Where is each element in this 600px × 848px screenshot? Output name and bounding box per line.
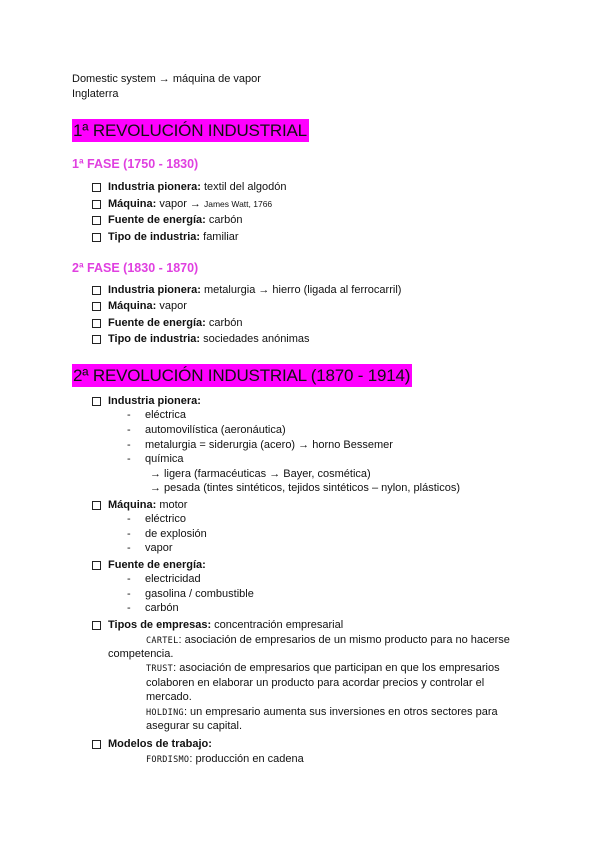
heading-rev1: 1ª REVOLUCIÓN INDUSTRIAL [73, 121, 307, 140]
trust-definition [146, 661, 500, 676]
checkbox[interactable] [92, 233, 101, 242]
item-value: vapor [156, 300, 187, 312]
heading-fase1: 1ª FASE (1750 - 1830) [72, 157, 199, 171]
item-label: Máquina: [108, 499, 157, 511]
heading-rev2: 2ª REVOLUCIÓN INDUSTRIAL (1870 - 1914) [73, 366, 411, 385]
checkbox[interactable] [92, 561, 101, 570]
intro-line-2: Inglaterra [72, 88, 119, 100]
item-value: metalurgia → hierro (ligada al ferrocarril) [200, 284, 402, 296]
definition-text: : asociación de empresarios de un mismo producto para no hacerse [178, 634, 510, 646]
dash-bullet: - [127, 528, 131, 540]
fase1-item-fuente [108, 213, 243, 227]
sub-item: de explosión [145, 528, 207, 540]
item-label: Máquina: [108, 300, 157, 312]
sub-item: química [145, 453, 184, 465]
item-label: Tipo de industria: [108, 231, 201, 243]
term-fordismo: FORDISMO [146, 755, 190, 765]
holding-definition [146, 705, 498, 720]
item-value: vapor → [156, 198, 204, 210]
dash-bullet: - [127, 424, 131, 436]
checkbox[interactable] [92, 740, 101, 749]
dash-bullet: - [127, 439, 131, 451]
sub-sub-item: → ligera (farmacéuticas → Bayer, cosmética) [150, 468, 371, 480]
item-label: Industria pionera: [108, 284, 201, 296]
item-label: Fuente de energía: [108, 317, 206, 329]
item-value: motor [156, 499, 188, 511]
item-label: Industria pionera: [108, 395, 201, 407]
checkbox[interactable] [92, 397, 101, 406]
holding-definition-cont: asegurar su capital. [146, 720, 242, 732]
rev2-item-maquina [108, 498, 187, 512]
fase1-item-maquina [108, 197, 272, 211]
term-trust: TRUST [146, 664, 174, 674]
dash-bullet: - [127, 513, 131, 525]
fase2-item-industria [108, 283, 401, 297]
checkbox[interactable] [92, 319, 101, 328]
fase2-item-maquina [108, 299, 187, 313]
item-value: carbón [205, 214, 243, 226]
item-value: familiar [200, 231, 239, 243]
heading-fase2: 2ª FASE (1830 - 1870) [72, 261, 199, 275]
checkbox[interactable] [92, 286, 101, 295]
dash-bullet: - [127, 573, 131, 585]
item-label: Tipos de empresas: [108, 619, 212, 631]
item-label: Industria pionera: [108, 181, 201, 193]
sub-item: carbón [145, 602, 179, 614]
sub-item: gasolina / combustible [145, 588, 254, 600]
dash-bullet: - [127, 453, 131, 465]
dash-bullet: - [127, 409, 131, 421]
sub-item: electricidad [145, 573, 201, 585]
trust-definition-cont: colaboren en elaborar un producto para acordar precios y controlar el [146, 677, 485, 689]
item-value: textil del algodón [200, 181, 287, 193]
checkbox[interactable] [92, 302, 101, 311]
dash-bullet: - [127, 588, 131, 600]
sub-item: vapor [145, 542, 173, 554]
dash-bullet: - [127, 602, 131, 614]
definition-text: : asociación de empresarios que participan en que los empresarios [173, 662, 500, 674]
definition-text: : producción en cadena [189, 753, 304, 765]
rev2-item-industria [108, 394, 201, 408]
sub-sub-item: → pesada (tintes sintéticos, tejidos sintéticos – nylon, plásticos) [150, 482, 460, 494]
rev2-item-modelos [108, 737, 212, 751]
trust-definition-cont: mercado. [146, 691, 192, 703]
fordismo-definition [146, 752, 304, 767]
item-label: Modelos de trabajo: [108, 738, 212, 750]
sub-item: automovilística (aeronáutica) [145, 424, 286, 436]
item-value: carbón [205, 317, 243, 329]
checkbox[interactable] [92, 621, 101, 630]
checkbox[interactable] [92, 200, 101, 209]
checkbox[interactable] [92, 183, 101, 192]
term-holding: HOLDING [146, 708, 184, 718]
sub-item: metalurgia = siderurgia (acero) → horno Bessemer [145, 439, 393, 451]
fase1-item-tipo [108, 230, 239, 244]
checkbox[interactable] [92, 216, 101, 225]
checkbox[interactable] [92, 501, 101, 510]
item-extra: James Watt, 1766 [203, 199, 273, 209]
rev2-item-fuente [108, 558, 206, 572]
item-label: Tipo de industria: [108, 333, 201, 345]
item-value: concentración empresarial [211, 619, 344, 631]
cartel-definition-cont: competencia. [108, 648, 174, 660]
fase2-item-fuente [108, 316, 243, 330]
dash-bullet: - [127, 542, 131, 554]
fase1-item-industria [108, 180, 287, 194]
intro-line-1: Domestic system → máquina de vapor [72, 73, 261, 85]
term-cartel: CARTEL [146, 636, 179, 646]
item-label: Fuente de energía: [108, 559, 206, 571]
fase2-item-tipo [108, 332, 310, 346]
definition-text: : un empresario aumenta sus inversiones en otros sectores para [183, 706, 498, 718]
checkbox[interactable] [92, 335, 101, 344]
cartel-definition [146, 633, 510, 648]
item-label: Fuente de energía: [108, 214, 206, 226]
sub-item: eléctrico [145, 513, 186, 525]
item-label: Máquina: [108, 198, 157, 210]
sub-item: eléctrica [145, 409, 186, 421]
rev2-item-empresas [108, 618, 343, 632]
item-value: sociedades anónimas [200, 333, 310, 345]
